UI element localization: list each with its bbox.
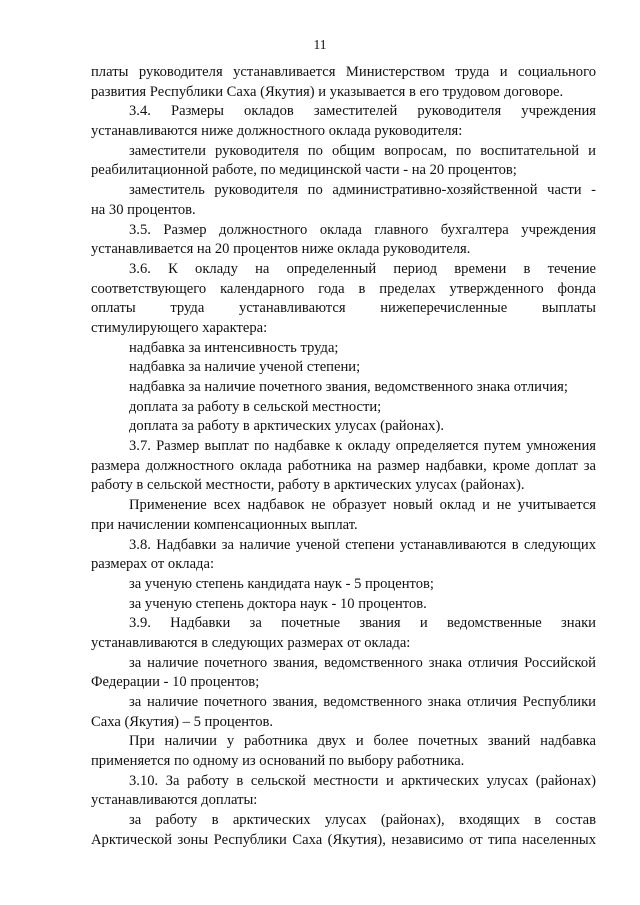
text-line: устанавливаются в следующих размерах от оклада: <box>91 634 411 651</box>
page-number: 11 <box>313 37 327 52</box>
text-line: заместитель руководителя по административно-хозяйственной части - <box>129 182 596 199</box>
text-line: развития Республики Саха (Якутия) и указывается в его трудовом договоре. <box>91 83 564 100</box>
text-line: надбавка за наличие ученой степени; <box>129 359 361 376</box>
text-line: стимулирующего характера: <box>91 319 268 336</box>
text-line: за работу в арктических улусах (районах), входящих в состав <box>129 812 596 829</box>
text-line: Арктической зоны Республики Саха (Якутия), независимо от типа населенных <box>91 831 596 848</box>
text-line: Федерации - 10 процентов; <box>91 674 260 691</box>
text-line: применяется по одному из оснований по выбору работника. <box>91 753 465 770</box>
text-line: оплаты труда устанавливаются нижеперечисленные выплаты <box>91 300 596 317</box>
document-body <box>91 63 596 851</box>
text-line: доплата за работу в арктических улусах (районах). <box>129 418 444 435</box>
text-line: 3.9. Надбавки за почетные звания и ведомственные знаки <box>129 615 596 632</box>
text-line: при начислении компенсационных выплат. <box>91 516 358 533</box>
text-line: 3.7. Размер выплат по надбавке к окладу определяется путем умножения <box>129 438 596 455</box>
text-line: соответствующего календарного года в пределах утвержденного фонда <box>91 280 596 297</box>
text-line: платы руководителя устанавливается Министерством труда и социального <box>91 64 596 80</box>
text-line: размера должностного оклада работника на размер надбавки, кроме доплат за <box>91 457 596 474</box>
text-line: за ученую степень кандидата наук - 5 процентов; <box>129 575 434 592</box>
text-line: 3.8. Надбавки за наличие ученой степени устанавливаются в следующих <box>129 536 596 553</box>
text-line: При наличии у работника двух и более почетных званий надбавка <box>129 733 596 750</box>
text-line: размерах от оклада: <box>91 556 214 573</box>
text-line: 3.5. Размер должностного оклада главного бухгалтера учреждения <box>129 221 596 238</box>
text-line: Применение всех надбавок не образует новый оклад и не учитывается <box>129 497 596 514</box>
text-line: устанавливается на 20 процентов ниже оклада руководителя. <box>91 241 471 258</box>
text-line: устанавливаются доплаты: <box>91 792 258 809</box>
text-line: Саха (Якутия) – 5 процентов. <box>91 713 274 730</box>
text-line: за ученую степень доктора наук - 10 процентов. <box>129 595 427 612</box>
text-line: 3.10. За работу в сельской местности и арктических улусах (районах) <box>129 772 596 789</box>
text-line: доплата за работу в сельской местности; <box>129 398 382 415</box>
text-line: реабилитационной работе, по медицинской части - на 20 процентов; <box>91 162 517 179</box>
text-line: за наличие почетного звания, ведомственного знака отличия Республики <box>129 694 596 710</box>
text-line: на 30 процентов. <box>91 201 196 218</box>
text-line: 3.6. К окладу на определенный период времени в течение <box>129 260 596 277</box>
text-line: заместители руководителя по общим вопросам, по воспитательной и <box>129 142 596 159</box>
text-line: надбавка за наличие почетного звания, ведомственного знака отличия; <box>129 379 568 395</box>
text-line: работу в сельской местности, работу в арктических улусах (районах). <box>91 477 525 494</box>
text-line: 3.4. Размеры окладов заместителей руководителя учреждения <box>129 103 596 120</box>
text-line: устанавливаются ниже должностного оклада руководителя: <box>91 123 463 140</box>
text-line: за наличие почетного звания, ведомственного знака отличия Российской <box>129 654 596 671</box>
text-line: надбавка за интенсивность труда; <box>129 339 339 356</box>
